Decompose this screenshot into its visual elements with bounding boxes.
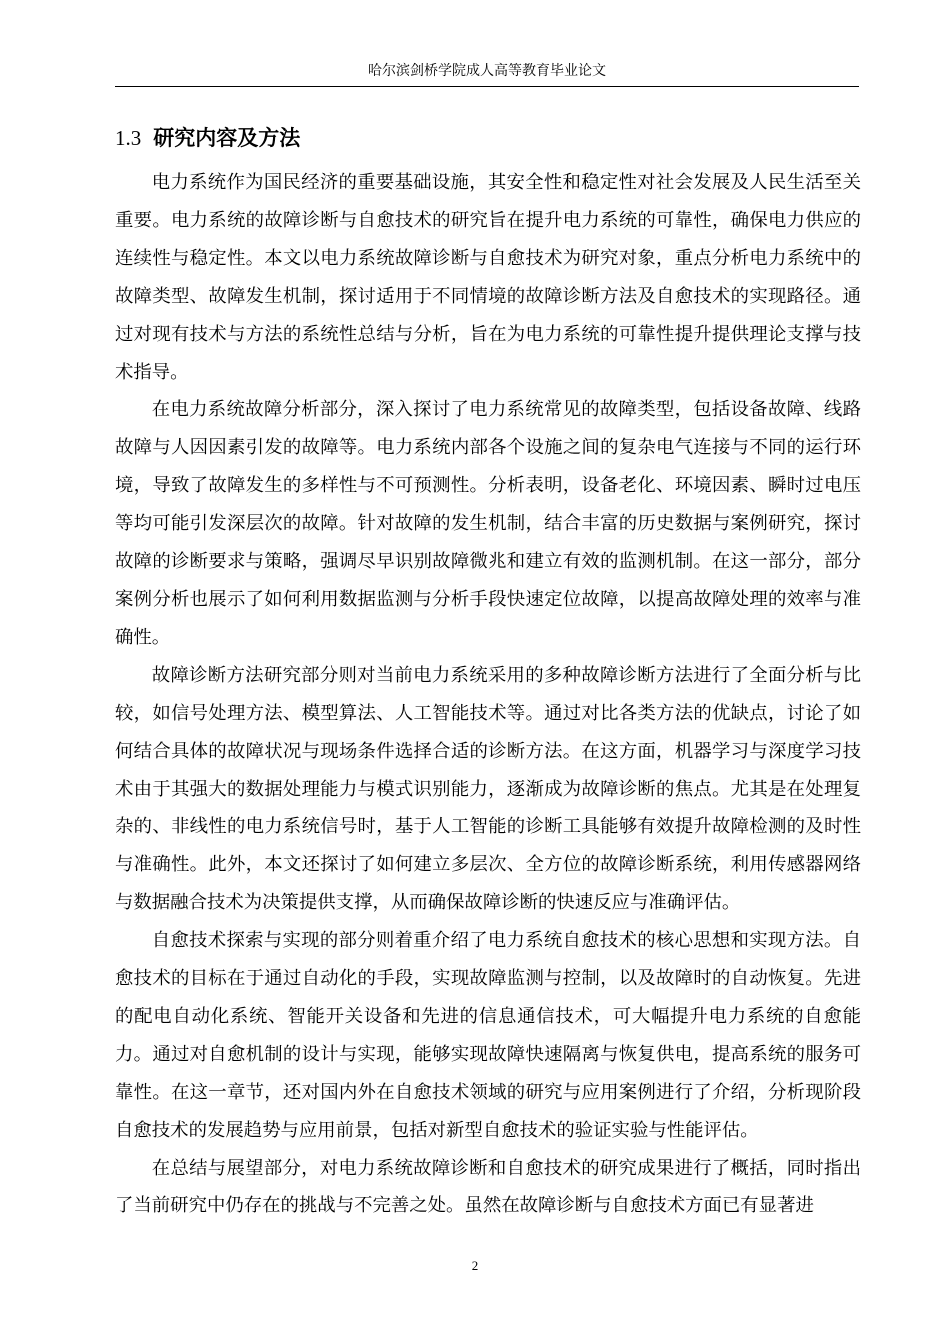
paragraph-3: 故障诊断方法研究部分则对当前电力系统采用的多种故障诊断方法进行了全面分析与比较，如信号处理方法、模型算法、人工智能技术等。通过对比各类方法的优缺点，讨论了如何结合具体的故障状况与现场条件选择合适的诊断方法。在这方面，机器学习与深度学习技术由于其强大的数据处理能力与模式识别能力，逐渐成为故障诊断的焦点。尤其是在处理复杂的、非线性的电力系统信号时，基于人工智能的诊断工具能够有效提升故障检测的及时性与准确性。此外，本文还探讨了如何建立多层次、全方位的故障诊断系统，利用传感器网络与数据融合技术为决策提供支撑，从而确保故障诊断的快速反应与准确评估。 [115,664,861,914]
running-header: 哈尔滨剑桥学院成人高等教育毕业论文 [368,63,606,79]
paragraph-5: 在总结与展望部分，对电力系统故障诊断和自愈技术的研究成果进行了概括，同时指出了当前研究中仍存在的挑战与不完善之处。虽然在故障诊断与自愈技术方面已有显著进 [115,1157,861,1217]
body-text [115,164,861,1225]
page-number: 2 [471,1258,479,1273]
paragraph-2: 在电力系统故障分析部分，深入探讨了电力系统常见的故障类型，包括设备故障、线路故障与人因因素引发的故障等。电力系统内部各个设施之间的复杂电气连接与不同的运行环境，导致了故障发生的多样性与不可预测性。分析表明，设备老化、环境因素、瞬时过电压等均可能引发深层次的故障。针对故障的发生机制，结合丰富的历史数据与案例研究，探讨故障的诊断要求与策略，强调尽早识别故障微兆和建立有效的监测机制。在这一部分，部分案例分析也展示了如何利用数据监测与分析手段快速定位故障，以提高故障处理的效率与准确性。 [115,399,861,648]
header-divider [115,86,859,87]
section-number: 1.3 [115,126,142,150]
paragraph-1: 电力系统作为国民经济的重要基础设施，其安全性和稳定性对社会发展及人民生活至关重要。电力系统的故障诊断与自愈技术的研究旨在提升电力系统的可靠性，确保电力供应的连续性与稳定性。本文以电力系统故障诊断与自愈技术为研究对象，重点分析电力系统中的故障类型、故障发生机制，探讨适用于不同情境的故障诊断方法及自愈技术的实现路径。通过对现有技术与方法的系统性总结与分析，旨在为电力系统的可靠性提升提供理论支撑与技术指导。 [115,172,861,383]
section-heading [115,124,300,152]
section-title: 研究内容及方法 [153,126,301,150]
paragraph-4: 自愈技术探索与实现的部分则着重介绍了电力系统自愈技术的核心思想和实现方法。自愈技术的目标在于通过自动化的手段，实现故障监测与控制，以及故障时的自动恢复。先进的配电自动化系统、智能开关设备和先进的信息通信技术，可大幅提升电力系统的自愈能力。通过对自愈机制的设计与实现，能够实现故障快速隔离与恢复供电，提高系统的服务可靠性。在这一章节，还对国内外在自愈技术领域的研究与应用案例进行了介绍，分析现阶段自愈技术的发展趋势与应用前景，包括对新型自愈技术的验证实验与性能评估。 [115,930,861,1141]
